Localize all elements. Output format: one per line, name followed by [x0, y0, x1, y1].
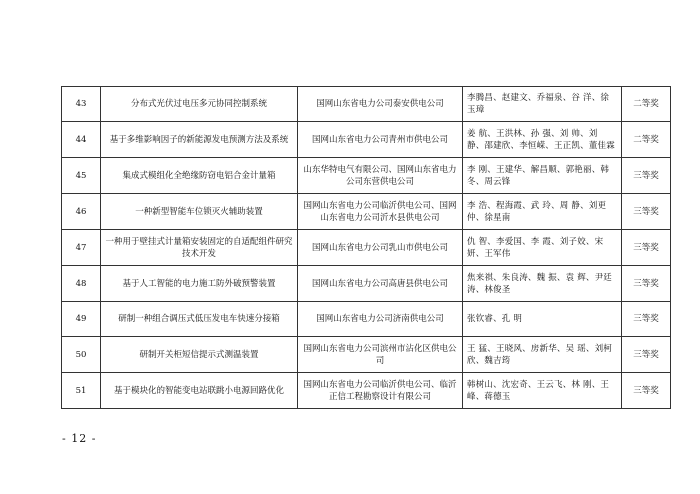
team-members: 焦来祺、朱良涛、魏 振、袁 辉、尹廷涛、林俊圣: [463, 266, 622, 302]
project-name: 基于多维影响因子的新能源发电预测方法及系统: [101, 122, 298, 158]
organization: 国网山东省电力公司乳山市供电公司: [298, 230, 463, 266]
project-name: 一种用于壁挂式计量箱安装固定的自适配组件研究技术开发: [101, 230, 298, 266]
project-name: 基于模块化的智能变电站联跳小电源回路优化: [101, 373, 298, 409]
row-number: 49: [62, 302, 101, 337]
row-number: 44: [62, 122, 101, 158]
award-level: 三等奖: [622, 266, 671, 302]
team-members: 李 刚、王建华、解昌顺、郭艳丽、韩 冬、周云锋: [463, 158, 622, 194]
row-number: 45: [62, 158, 101, 194]
team-members: 李 浩、程海霞、武 玲、周 静、刘更仲、徐星南: [463, 194, 622, 230]
awards-table: [61, 86, 671, 409]
row-number: 48: [62, 266, 101, 302]
award-level: 二等奖: [622, 122, 671, 158]
organization: 国网山东省电力公司临沂供电公司、国网山东省电力公司沂水县供电公司: [298, 194, 463, 230]
organization: 国网山东省电力公司高唐县供电公司: [298, 266, 463, 302]
page-number: - 12 -: [62, 432, 97, 445]
table-row: [62, 266, 671, 302]
award-level: 三等奖: [622, 194, 671, 230]
row-number: 50: [62, 337, 101, 373]
organization: 山东华特电气有限公司、国网山东省电力公司东营供电公司: [298, 158, 463, 194]
table-row: [62, 230, 671, 266]
team-members: 姜 航、王洪林、孙 强、刘 帅、刘 静、邵建欣、李恒嵘、王正凯、董佳霖: [463, 122, 622, 158]
table-row: [62, 122, 671, 158]
table-row: [62, 158, 671, 194]
row-number: 43: [62, 87, 101, 122]
project-name: 基于人工智能的电力施工防外破预警装置: [101, 266, 298, 302]
project-name: 研制开关柜短信提示式测温装置: [101, 337, 298, 373]
row-number: 51: [62, 373, 101, 409]
team-members: 王 猛、王晓风、房新华、吴 瑶、刘柯欣、魏吉筠: [463, 337, 622, 373]
organization: 国网山东省电力公司青州市供电公司: [298, 122, 463, 158]
award-level: 三等奖: [622, 302, 671, 337]
organization: 国网山东省电力公司临沂供电公司、临沂正信工程勘察设计有限公司: [298, 373, 463, 409]
row-number: 46: [62, 194, 101, 230]
table-row: [62, 373, 671, 409]
table-row: [62, 87, 671, 122]
table-row: [62, 337, 671, 373]
award-level: 三等奖: [622, 337, 671, 373]
team-members: 李腾昌、赵建文、乔福泉、谷 洋、徐玉璋: [463, 87, 622, 122]
award-level: 二等奖: [622, 87, 671, 122]
organization: 国网山东省电力公司济南供电公司: [298, 302, 463, 337]
award-level: 三等奖: [622, 230, 671, 266]
award-level: 三等奖: [622, 373, 671, 409]
award-level: 三等奖: [622, 158, 671, 194]
table-row: [62, 302, 671, 337]
organization: 国网山东省电力公司滨州市沾化区供电公司: [298, 337, 463, 373]
project-name: 分布式光伏过电压多元协同控制系统: [101, 87, 298, 122]
project-name: 一种新型智能车位锁灭火辅助装置: [101, 194, 298, 230]
row-number: 47: [62, 230, 101, 266]
team-members: 韩树山、沈宏奇、王云飞、林 刚、王 峰、蒋德玉: [463, 373, 622, 409]
organization: 国网山东省电力公司泰安供电公司: [298, 87, 463, 122]
team-members: 仇 智、李爱国、李 霞、刘子姣、宋 妍、王军伟: [463, 230, 622, 266]
project-name: 研制一种组合调压式低压发电车快速分接箱: [101, 302, 298, 337]
team-members: 张钦睿、孔 明: [463, 302, 622, 337]
project-name: 集成式模组化全绝缘防窃电铝合金计量箱: [101, 158, 298, 194]
table-row: [62, 194, 671, 230]
